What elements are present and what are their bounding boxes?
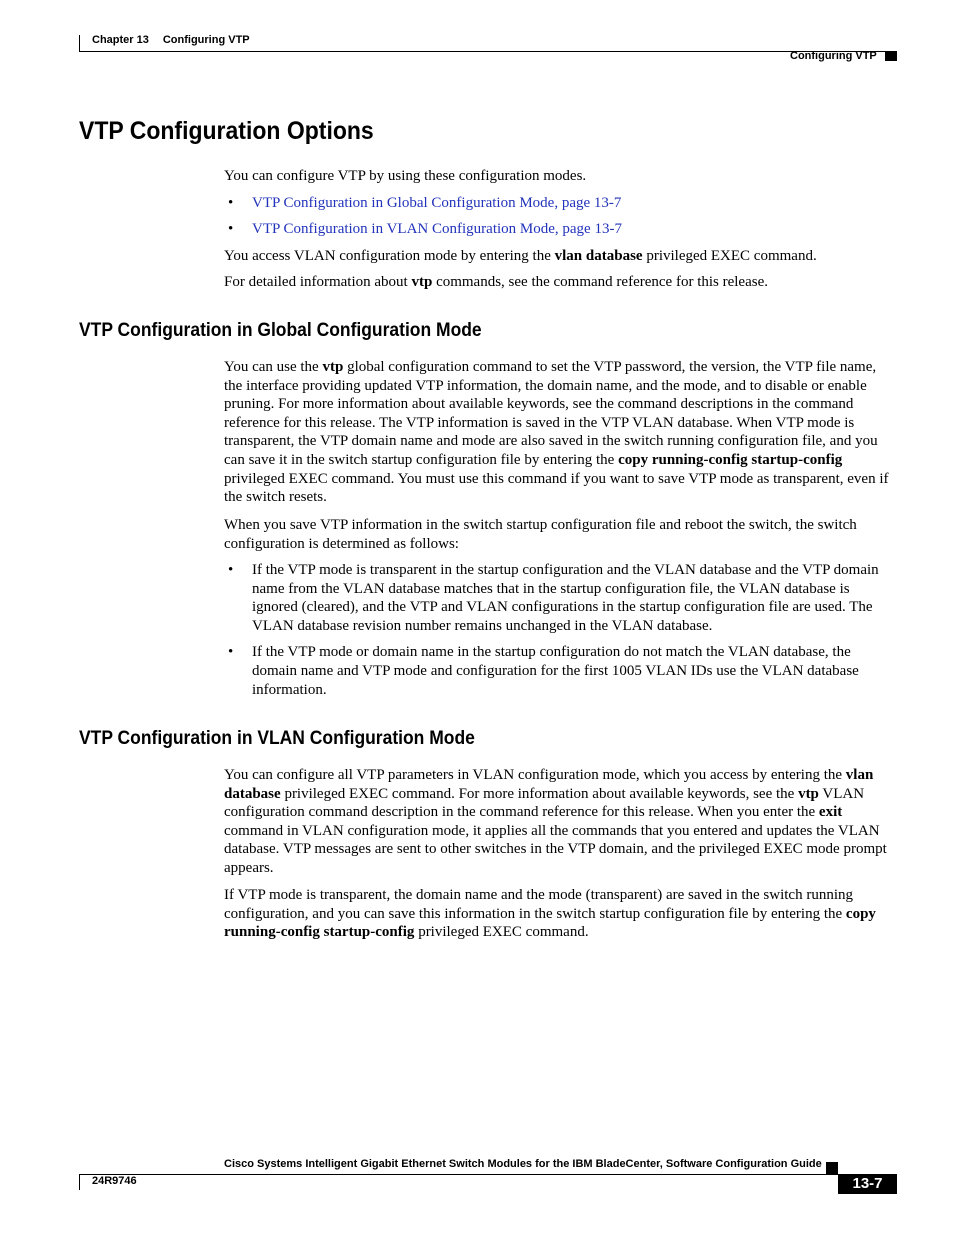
text: privileged EXEC command. For more information about available keywords, see the bbox=[280, 785, 799, 802]
section-heading-vlan: VTP Configuration in VLAN Configuration Mode bbox=[79, 728, 475, 749]
list-item bbox=[224, 561, 896, 635]
vlan-paragraph-1 bbox=[224, 766, 896, 878]
section-heading-global: VTP Configuration in Global Configuration Mode bbox=[79, 320, 482, 341]
header-chapter bbox=[92, 34, 264, 46]
text: For detailed information about bbox=[224, 274, 412, 290]
header-rule-vertical bbox=[79, 35, 80, 51]
list-item-text: If the VTP mode or domain name in the startup configuration do not match the VLAN database, the domain name and VTP mode and configuration for the first 1005 VLAN IDs use the VLAN database information. bbox=[252, 644, 859, 698]
header-marker bbox=[885, 51, 897, 61]
text: command in VLAN configuration mode, it applies all the commands that you entered and updates the VLAN database. VTP messages are sent to other switches in the VTP domain, and the privileged EXEC mode prompt appears. bbox=[224, 822, 887, 876]
text: When you save VTP information in the switch startup configuration file and reboot the switch, the switch configuration is determined as follows: bbox=[224, 517, 857, 552]
link-vlan-config[interactable]: VTP Configuration in VLAN Configuration Mode, page 13-7 bbox=[252, 221, 622, 238]
list-item bbox=[224, 220, 896, 239]
header-chapter-title: Configuring VTP bbox=[162, 34, 250, 46]
command-text: vtp bbox=[411, 274, 433, 290]
global-paragraph-1 bbox=[224, 358, 896, 507]
text: commands, see the command reference for this release. bbox=[432, 274, 768, 290]
command-text: exit bbox=[818, 804, 843, 821]
bullet-icon: • bbox=[228, 562, 234, 578]
command-text: vtp bbox=[798, 785, 819, 802]
footer-rule-vertical bbox=[79, 1174, 80, 1190]
link-global-config[interactable]: VTP Configuration in Global Configuration Mode, page 13-7 bbox=[252, 195, 622, 211]
intro-text: You can configure VTP by using these configuration modes. bbox=[224, 168, 587, 184]
command-text: vtp bbox=[322, 359, 344, 375]
bullet-icon: • bbox=[228, 195, 234, 211]
global-paragraph-2 bbox=[224, 516, 896, 553]
bullet-icon: • bbox=[228, 221, 234, 238]
list-item bbox=[224, 194, 896, 213]
text: You can configure all VTP parameters in VLAN configuration mode, which you access by entering the bbox=[224, 767, 846, 783]
vlan-paragraph-2 bbox=[224, 886, 896, 942]
command-text: vlan database bbox=[554, 248, 643, 264]
list-item-text: If the VTP mode is transparent in the startup configuration and the VLAN database and the VTP domain name from the VLAN database matches that in the startup configuration file, the VLAN database is ignored (cleared), and the VTP and VLAN configurations in the startup configuration file are used. The VLAN database revision number remains unchanged in the VLAN database. bbox=[252, 562, 879, 634]
command-text: vlan database bbox=[224, 767, 874, 802]
text: If VTP mode is transparent, the domain name and the mode (transparent) are saved in the switch running configuration, and you can save this information in the switch startup configuration file by entering the bbox=[224, 887, 853, 922]
text: global configuration command to set the VTP password, the version, the VTP file name, the interface providing updated VTP information, the domain name, and the mode, and to disable or enable pruning. For more information about available keywords, see the command descriptions in the command reference for this release. The VTP information is saved in the VTP VLAN database. When VTP mode is transparent, the VTP domain name and mode are also saved in the switch running configuration file, and you can save it in the switch startup configuration file by entering the bbox=[224, 359, 878, 468]
text: VLAN configuration command description in the command reference for this release. When you enter the bbox=[224, 785, 865, 821]
header-chapter-label: Chapter 13 bbox=[92, 34, 149, 46]
global-bullet-list bbox=[224, 561, 896, 699]
footer-title: Cisco Systems Intelligent Gigabit Ethernet Switch Modules for the IBM BladeCenter, Software Configuration Guide bbox=[224, 1158, 822, 1170]
footer-rule bbox=[79, 1174, 839, 1175]
footer-doc-number: 24R9746 bbox=[92, 1175, 137, 1187]
intro-paragraph-3 bbox=[224, 273, 896, 292]
footer-marker bbox=[826, 1162, 838, 1174]
intro-paragraph-2 bbox=[224, 247, 896, 266]
list-item bbox=[224, 643, 896, 699]
text: You can use the bbox=[224, 359, 323, 375]
page-title: VTP Configuration Options bbox=[79, 117, 374, 145]
page-number: 13-7 bbox=[838, 1174, 897, 1194]
intro-paragraph-1 bbox=[224, 167, 896, 186]
command-text: copy running-config startup-config bbox=[224, 905, 876, 941]
text: privileged EXEC command. bbox=[642, 248, 817, 264]
text: privileged EXEC command. bbox=[414, 924, 589, 941]
header-section: Configuring VTP bbox=[790, 50, 877, 62]
bullet-icon: • bbox=[228, 644, 234, 661]
text: You access VLAN configuration mode by entering the bbox=[224, 248, 555, 264]
header-rule bbox=[79, 51, 897, 52]
intro-link-list bbox=[224, 194, 896, 239]
command-text: copy running-config startup-config bbox=[618, 451, 843, 468]
text: privileged EXEC command. You must use this command if you want to save VTP mode as transparent, even if the switch resets. bbox=[224, 470, 889, 506]
